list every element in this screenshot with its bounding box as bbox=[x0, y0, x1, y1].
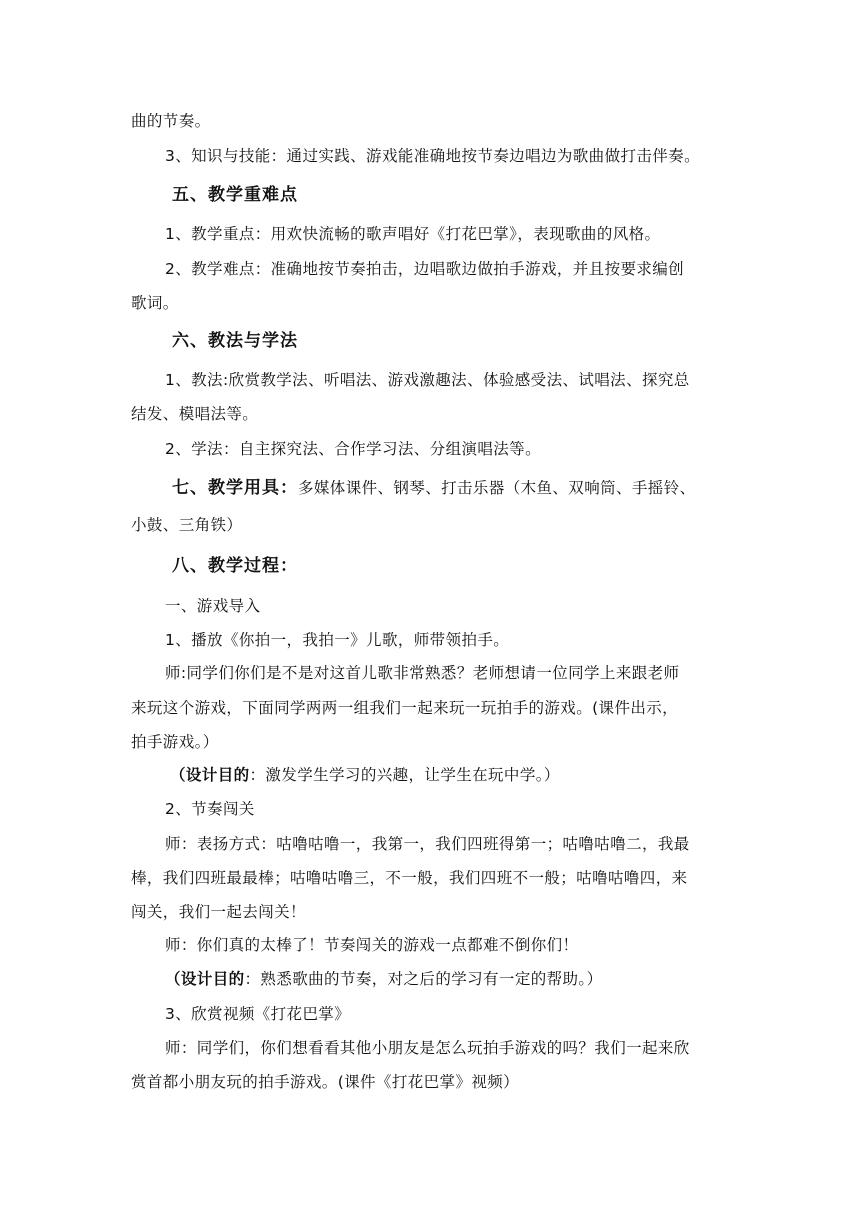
text-segment: ：激发学生学习的兴趣，让学生在玩中学。） bbox=[249, 766, 560, 784]
text-line: 3、欣赏视频《打花巴掌》 bbox=[165, 1005, 351, 1023]
text-line: 1、播放《你拍一，我拍一》儿歌，师带领拍手。 bbox=[165, 631, 510, 649]
section-heading: 六、教法与学法 bbox=[172, 331, 298, 351]
text-line: 棒，我们四班最最棒；咕噜咕噜三，不一般，我们四班不一般；咕噜咕噜四，来 bbox=[131, 869, 688, 887]
text-line bbox=[165, 968, 602, 990]
section-heading: 五、教学重难点 bbox=[172, 185, 298, 205]
text-line: 曲的节奏。 bbox=[131, 112, 211, 130]
text-line: 拍手游戏。） bbox=[131, 733, 219, 751]
design-purpose-label: （设计目的 bbox=[165, 970, 245, 988]
text-line: 结发、模唱法等。 bbox=[131, 405, 259, 423]
text-line: 歌词。 bbox=[131, 294, 179, 312]
text-segment: ：熟悉歌曲的节奏，对之后的学习有一定的帮助。） bbox=[244, 970, 603, 988]
text-line: 闯关，我们一起去闯关！ bbox=[131, 903, 306, 921]
text-line bbox=[170, 764, 560, 786]
text-line: 小鼓、三角铁） bbox=[131, 516, 243, 534]
text-line: 一、游戏导入 bbox=[165, 597, 261, 615]
text-line: 师：同学们，你们想看看其他小朋友是怎么玩拍手游戏的吗？我们一起来欣 bbox=[165, 1039, 690, 1057]
section-heading: 八、教学过程： bbox=[172, 556, 298, 576]
text-line bbox=[172, 477, 696, 499]
text-line: 3、知识与技能：通过实践、游戏能准确地按节奏边唱边为歌曲做打击伴奏。 bbox=[165, 147, 700, 165]
text-line: 1、教学重点：用欢快流畅的歌声唱好《打花巴掌》，表现歌曲的风格。 bbox=[165, 225, 661, 243]
text-segment: 多媒体课件、钢琴、打击乐器（木鱼、双响筒、手摇铃、 bbox=[298, 479, 696, 497]
text-line: 2、教学难点：准确地按节奏拍击，边唱歌边做拍手游戏，并且按要求编创 bbox=[165, 260, 685, 278]
text-line: 1、教法:欣赏教学法、听唱法、游戏激趣法、体验感受法、试唱法、探究总 bbox=[165, 371, 690, 389]
text-line: 2、节奏闯关 bbox=[165, 800, 255, 818]
design-purpose-label: （设计目的 bbox=[170, 766, 250, 784]
text-line: 师：你们真的太棒了！节奏闯关的游戏一点都难不倒你们！ bbox=[165, 936, 579, 954]
text-line: 师：表扬方式：咕噜咕噜一，我第一，我们四班得第一；咕噜咕噜二，我最 bbox=[165, 835, 690, 853]
text-line: 赏首都小朋友玩的拍手游戏。(课件《打花巴掌》视频） bbox=[131, 1073, 520, 1091]
text-line: 师:同学们你们是不是对这首儿歌非常熟悉？老师想请一位同学上来跟老师 bbox=[165, 664, 680, 682]
section-heading: 七、教学用具： bbox=[172, 478, 298, 498]
text-line: 2、学法：自主探究法、合作学习法、分组演唱法等。 bbox=[165, 440, 541, 458]
text-line: 来玩这个游戏，下面同学两两一组我们一起来玩一玩拍手的游戏。(课件出示， bbox=[131, 699, 679, 717]
